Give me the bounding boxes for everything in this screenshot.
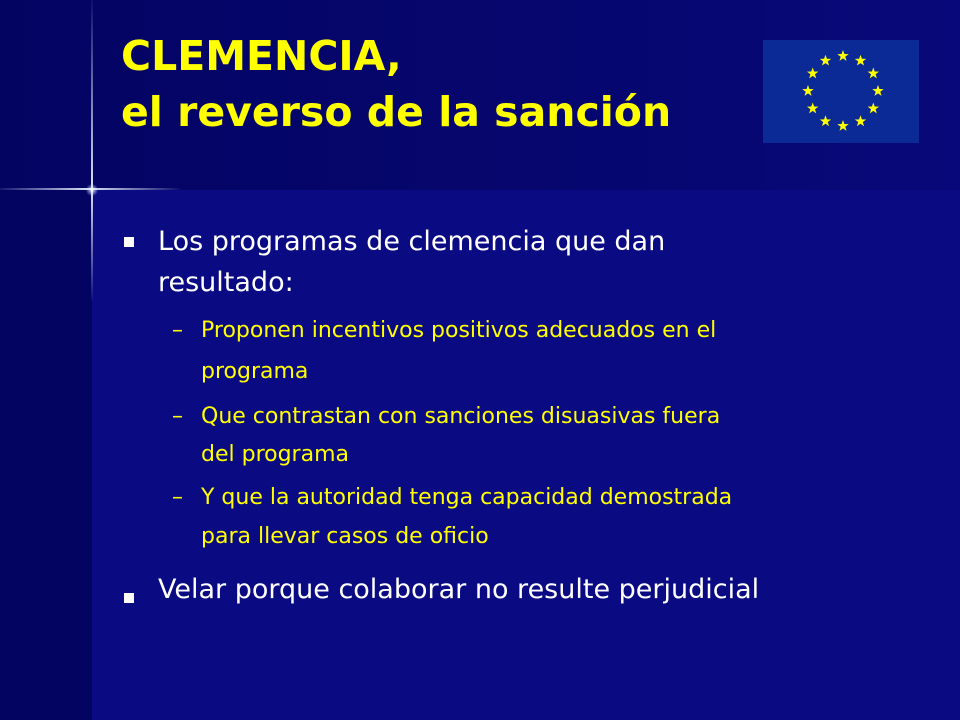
eu-flag-stars	[763, 40, 919, 143]
subitem-3-line-1: Y que la autoridad tenga capacidad demostrada	[201, 485, 733, 510]
eu-star-icon	[837, 120, 848, 131]
eu-flag-icon	[763, 40, 919, 143]
eu-star-icon	[807, 68, 818, 79]
subitem-3-line-2: para llevar casos de oficio	[201, 524, 489, 549]
eu-star-icon	[802, 85, 813, 96]
bullet-square	[124, 237, 134, 247]
title-line-1: CLEMENCIA,	[121, 32, 402, 80]
bullet-1-line-1: Los programas de clemencia que dan	[158, 226, 666, 257]
glow-star	[86, 184, 98, 196]
eu-star-icon	[872, 85, 883, 96]
vertical-glow-line	[91, 0, 93, 300]
eu-star-icon	[868, 68, 879, 79]
eu-star-icon	[837, 50, 848, 61]
title-line-2: el reverso de la sanción	[121, 88, 672, 136]
subitem-2-line-2: del programa	[201, 442, 349, 467]
subitem-2-line-1: Que contrastan con sanciones disuasivas fuera	[201, 404, 721, 429]
eu-star-icon	[807, 103, 818, 114]
subitem-3-dash: –	[172, 485, 183, 510]
eu-star-icon	[820, 115, 831, 126]
subitem-2-dash: –	[172, 404, 183, 429]
slide-title	[121, 28, 671, 140]
subitem-1-dash: –	[172, 318, 183, 343]
eu-star-icon	[868, 103, 879, 114]
subitem-1-line-1: Proponen incentivos positivos adecuados en el	[201, 318, 717, 343]
eu-star-icon	[820, 55, 831, 66]
bullet-square	[124, 593, 134, 603]
subitem-1-line-2: programa	[201, 359, 309, 384]
eu-star-icon	[855, 55, 866, 66]
eu-star-icon	[855, 115, 866, 126]
bullet-2-line-1: Velar porque colaborar no resulte perjudicial	[158, 574, 760, 605]
bullet-1-line-2: resultado:	[158, 267, 294, 298]
